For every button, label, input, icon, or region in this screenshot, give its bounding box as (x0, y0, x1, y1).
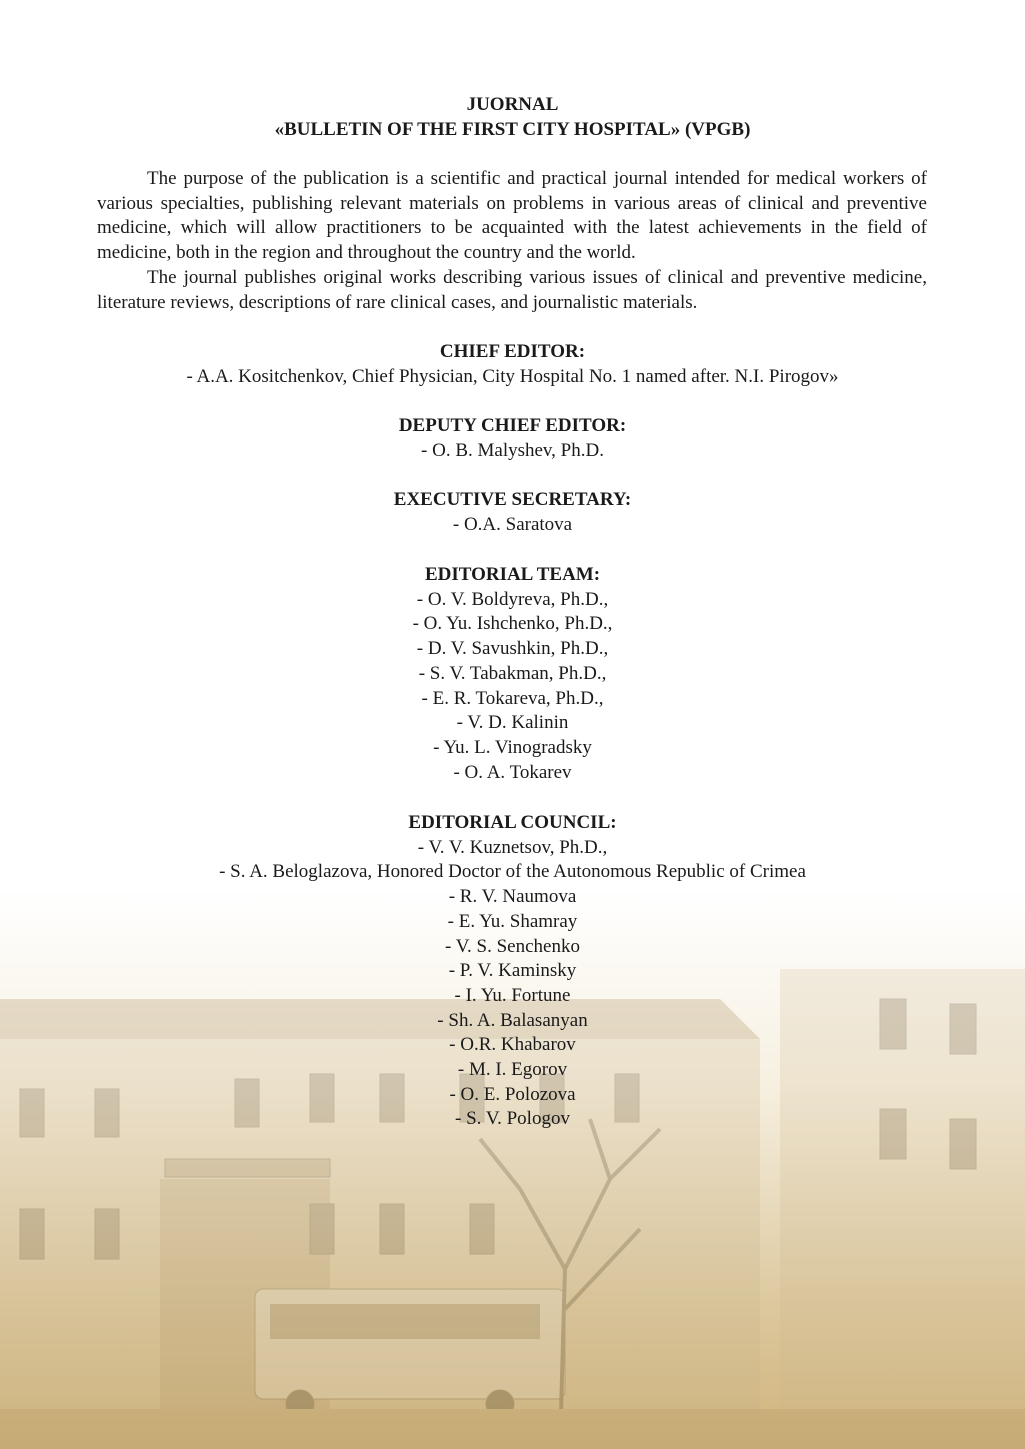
journal-title (0, 92, 1025, 142)
member-item: - R. V. Naumova (448, 886, 577, 908)
member-item: - S. V. Tabakman, Ph.D., (418, 662, 607, 684)
member-item: - O. V. Boldyreva, Ph.D., (416, 588, 609, 610)
member-item: - S. V. Pologov (455, 1108, 570, 1130)
intro-paragraph-2: The journal publishes original works describing various issues of clinical and preventive medicine, literature reviews, descriptions of rare clinical cases, and journalistic materials. (97, 266, 927, 313)
member-item: - O. E. Polozova (449, 1083, 576, 1105)
section-heading: EDITORIAL TEAM: (424, 564, 601, 585)
deputy-chief-editor-section (0, 414, 1025, 463)
member-item: - Sh. A. Balasanyan (437, 1009, 588, 1031)
editorial-team-section (0, 563, 1025, 785)
member-item: - S. A. Beloglazova, Honored Doctor of the Autonomous Republic of Crimea (219, 861, 806, 883)
member-item: - O.R. Khabarov (449, 1034, 576, 1056)
chief-editor-section (0, 340, 1025, 389)
member-item: - M. I. Egorov (457, 1059, 568, 1081)
editorial-council-section (0, 811, 1025, 1132)
member-item: - V. V. Kuznetsov, Ph.D., (417, 836, 608, 858)
member-item: - D. V. Savushkin, Ph.D., (416, 638, 609, 660)
intro-text (97, 167, 927, 315)
executive-secretary-section (0, 488, 1025, 537)
member-item: - O.A. Saratova (452, 513, 573, 535)
member-item: - V. D. Kalinin (456, 712, 569, 734)
member-item: - E. R. Tokareva, Ph.D., (421, 687, 604, 709)
member-item: - A.A. Kositchenkov, Chief Physician, City Hospital No. 1 named after. N.I. Pirogov» (186, 365, 839, 387)
member-item: - O. Yu. Ishchenko, Ph.D., (412, 613, 613, 635)
member-item: - O. B. Malyshev, Ph.D. (421, 439, 604, 461)
member-item: - P. V. Kaminsky (448, 960, 577, 982)
intro-paragraph-1: The purpose of the publication is a scientific and practical journal intended for medical workers of various specialties, publishing relevant materials on problems in various areas of clinical and preventive medicine, which will allow practitioners to be acquainted with the latest achievements in the field of medicine, both in the region and throughout the country and the world. (97, 168, 927, 264)
member-item: - Yu. L. Vinogradsky (433, 736, 592, 758)
member-item: - O. A. Tokarev (453, 761, 572, 783)
section-heading: EXECUTIVE SECRETARY: (393, 489, 632, 510)
section-heading: CHIEF EDITOR: (439, 341, 586, 362)
member-item: - V. S. Senchenko (445, 935, 580, 957)
section-heading: EDITORIAL COUNCIL: (408, 812, 617, 833)
section-heading: DEPUTY CHIEF EDITOR: (398, 415, 627, 436)
journal-title-line2: «BULLETIN OF THE FIRST CITY HOSPITAL» (VPGB) (274, 119, 751, 140)
member-item: - E. Yu. Shamray (447, 910, 578, 932)
member-item: - I. Yu. Fortune (454, 984, 571, 1006)
journal-title-line1: JUORNAL (466, 94, 559, 115)
